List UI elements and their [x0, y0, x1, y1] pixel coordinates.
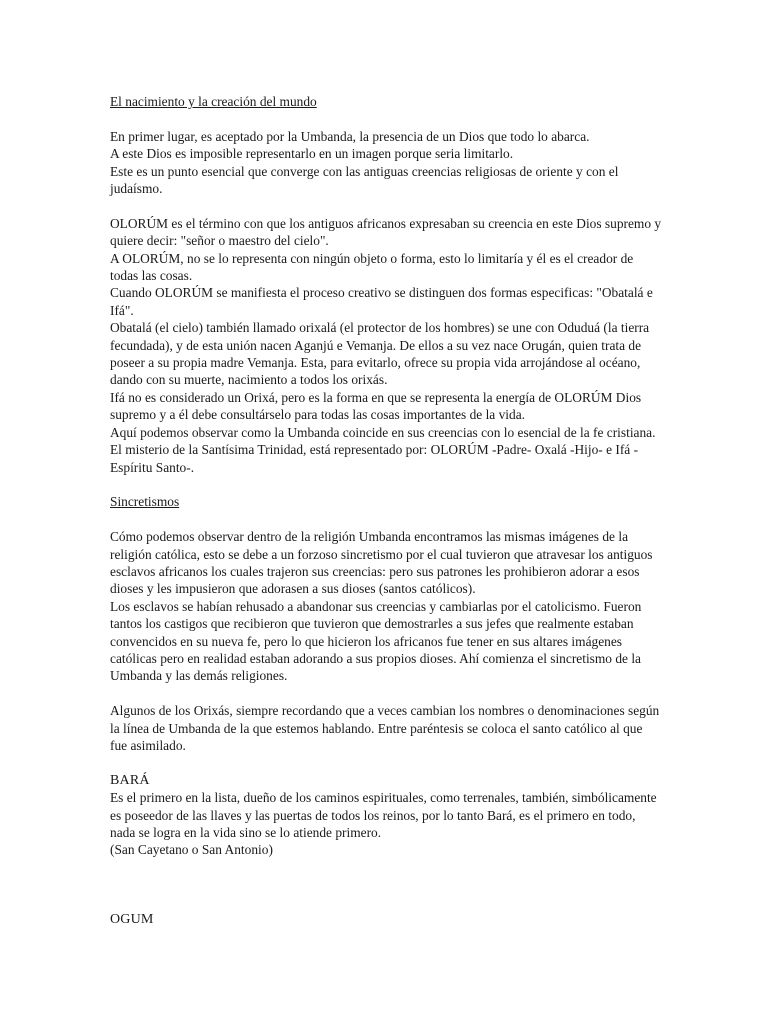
ogum-heading: OGUM: [110, 911, 154, 927]
bara-paragraph: Es el primero en la lista, dueño de los caminos espirituales, como terrenales, también, simbólicamente es poseedor de las llaves y las puertas de todos los reinos, por lo tanto Bará, es el primero en todo, nada se logra en la vida sino se lo atiende primero. (San Cayetano o San Antonio): [110, 790, 657, 858]
document-content: [110, 93, 662, 928]
document-title: El nacimiento y la creación del mundo: [110, 94, 317, 109]
spacer: [110, 511, 662, 528]
sincretismos-heading: Sincretismos: [110, 494, 180, 510]
spacer: [110, 476, 662, 493]
olorum-paragraph: OLORÚM es el término con que los antiguos africanos expresaban su creencia en este Dios supremo y quiere decir: "señor o maestro del cielo". A OLORÚM, no se lo representa con ningún objeto o forma, esto lo limitaría y él es el creador de todas las cosas. Cuando OLORÚM se manifiesta el proceso creativo se distinguen dos formas especificas: "Obatalá e Ifá". Obatalá (el cielo) también llamado orixalá (el protector de los hombres) se une con Oduduá (la tierra fecundada), y de esta unión nacen Aganjú e Vemanja. De ellos a su vez nace Orugán, quien trata de poseer a su propia madre Vemanja. Esta, para evitarlo, ofrece su propia vida arrojándose al océano, dando con su muerte, nacimiento a todos los orixás. Ifá no es considerado un Orixá, pero es la forma en que se representa la energía de OLORÚM Dios supremo y a él debe consultárselo para todas las cosas importantes de la vida. Aquí podemos observar como la Umbanda coincide en sus creencias con lo esencial de la fe cristiana. El misterio de la Santísima Trinidad, está representado por: OLORÚM -Padre- Oxalá -Hijo- e Ifá -Espíritu Santo-.: [110, 215, 662, 475]
intro-paragraph: En primer lugar, es aceptado por la Umbanda, la presencia de un Dios que todo lo abarca. A este Dios es imposible representarlo en un imagen porque seria limitarlo. Este es un punto esencial que converge con las antiguas creencias religiosas de oriente y con el judaísmo.: [110, 128, 619, 197]
bara-heading: BARÁ: [110, 772, 150, 788]
spacer: [110, 859, 662, 911]
spacer: [110, 754, 662, 771]
spacer: [110, 110, 662, 127]
sincretismos-paragraph-1: Cómo podemos observar dentro de la religión Umbanda encontramos las mismas imágenes de la religión católica, esto se debe a un forzoso sincretismo por el cual tuvieron que atravesar los antiguos esclavos africanos los cuales trajeron sus creencias: pero sus patrones les prohibieron adorar a esos dioses y les impusieron que adorasen a sus dioses (santos católicos). Los esclavos se habían rehusado a abandonar sus creencias y cambiarlas por el catolicismo. Fueron tantos los castigos que recibieron que tuvieron que demostrarles a sus jefes que realmente estaban convencidos en su nueva fe, pero lo que hicieron los africanos fue tener en sus altares imágenes católicas pero en realidad estaban adorando a sus propios dioses. Ahí comienza el sincretismo de la Umbanda y las demás religiones.: [110, 529, 653, 684]
spacer: [110, 685, 662, 702]
sincretismos-paragraph-2: Algunos de los Orixás, siempre recordando que a veces cambian los nombres o denominaciones según la línea de Umbanda de la que estemos hablando. Entre paréntesis se coloca el santo católico al que fue asimilado.: [110, 703, 660, 753]
spacer: [110, 197, 662, 214]
